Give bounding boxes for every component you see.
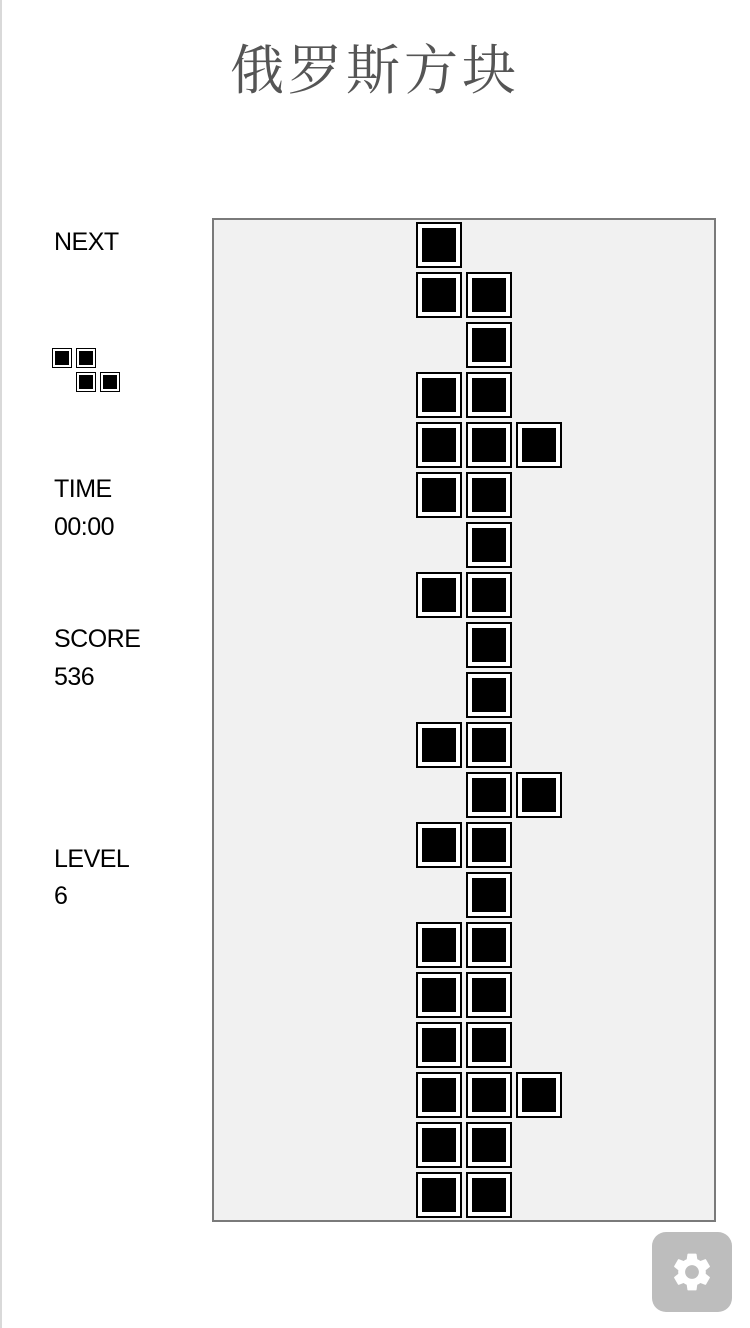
board-cell — [466, 672, 512, 718]
board-cell — [516, 422, 562, 468]
board-cell — [466, 1072, 512, 1118]
board-cell — [466, 1022, 512, 1068]
board-cell — [466, 972, 512, 1018]
board-cell — [466, 422, 512, 468]
board-cell — [416, 472, 462, 518]
next-piece-cell — [76, 372, 96, 392]
board-cell — [416, 572, 462, 618]
score-label: SCORE — [54, 625, 141, 653]
board-cell — [416, 822, 462, 868]
next-label: NEXT — [54, 228, 119, 256]
board-cell — [466, 822, 512, 868]
board-cell — [466, 722, 512, 768]
board-cell — [466, 772, 512, 818]
board-cell — [466, 922, 512, 968]
board-cell — [466, 522, 512, 568]
board-cell — [416, 422, 462, 468]
next-piece-cell — [52, 348, 72, 368]
board-cell — [466, 872, 512, 918]
next-piece-cell — [76, 348, 96, 368]
settings-button[interactable] — [652, 1232, 732, 1312]
score-value: 536 — [54, 663, 95, 691]
level-label: LEVEL — [54, 845, 130, 873]
game-board[interactable] — [212, 218, 716, 1222]
board-cell — [466, 572, 512, 618]
board-cell — [416, 1172, 462, 1218]
board-cell — [416, 1072, 462, 1118]
board-cell — [416, 372, 462, 418]
board-cell — [416, 1122, 462, 1168]
left-edge-divider — [0, 0, 2, 1328]
board-cell — [466, 1122, 512, 1168]
board-cell — [466, 622, 512, 668]
next-piece-preview — [52, 348, 128, 398]
time-label: TIME — [54, 475, 112, 503]
board-cell — [516, 1072, 562, 1118]
board-cell — [466, 322, 512, 368]
board-cell — [416, 1022, 462, 1068]
board-cell — [416, 722, 462, 768]
board-cell — [466, 1172, 512, 1218]
board-cell — [416, 972, 462, 1018]
level-value: 6 — [54, 882, 68, 910]
game-title: 俄罗斯方块 — [230, 39, 520, 102]
board-cell — [416, 222, 462, 268]
board-cell — [416, 272, 462, 318]
board-cell — [516, 772, 562, 818]
gear-icon — [669, 1249, 715, 1295]
next-piece-cell — [100, 372, 120, 392]
board-cell — [466, 272, 512, 318]
board-cell — [466, 372, 512, 418]
board-cell — [466, 472, 512, 518]
time-value: 00:00 — [54, 513, 115, 541]
board-cell — [416, 922, 462, 968]
